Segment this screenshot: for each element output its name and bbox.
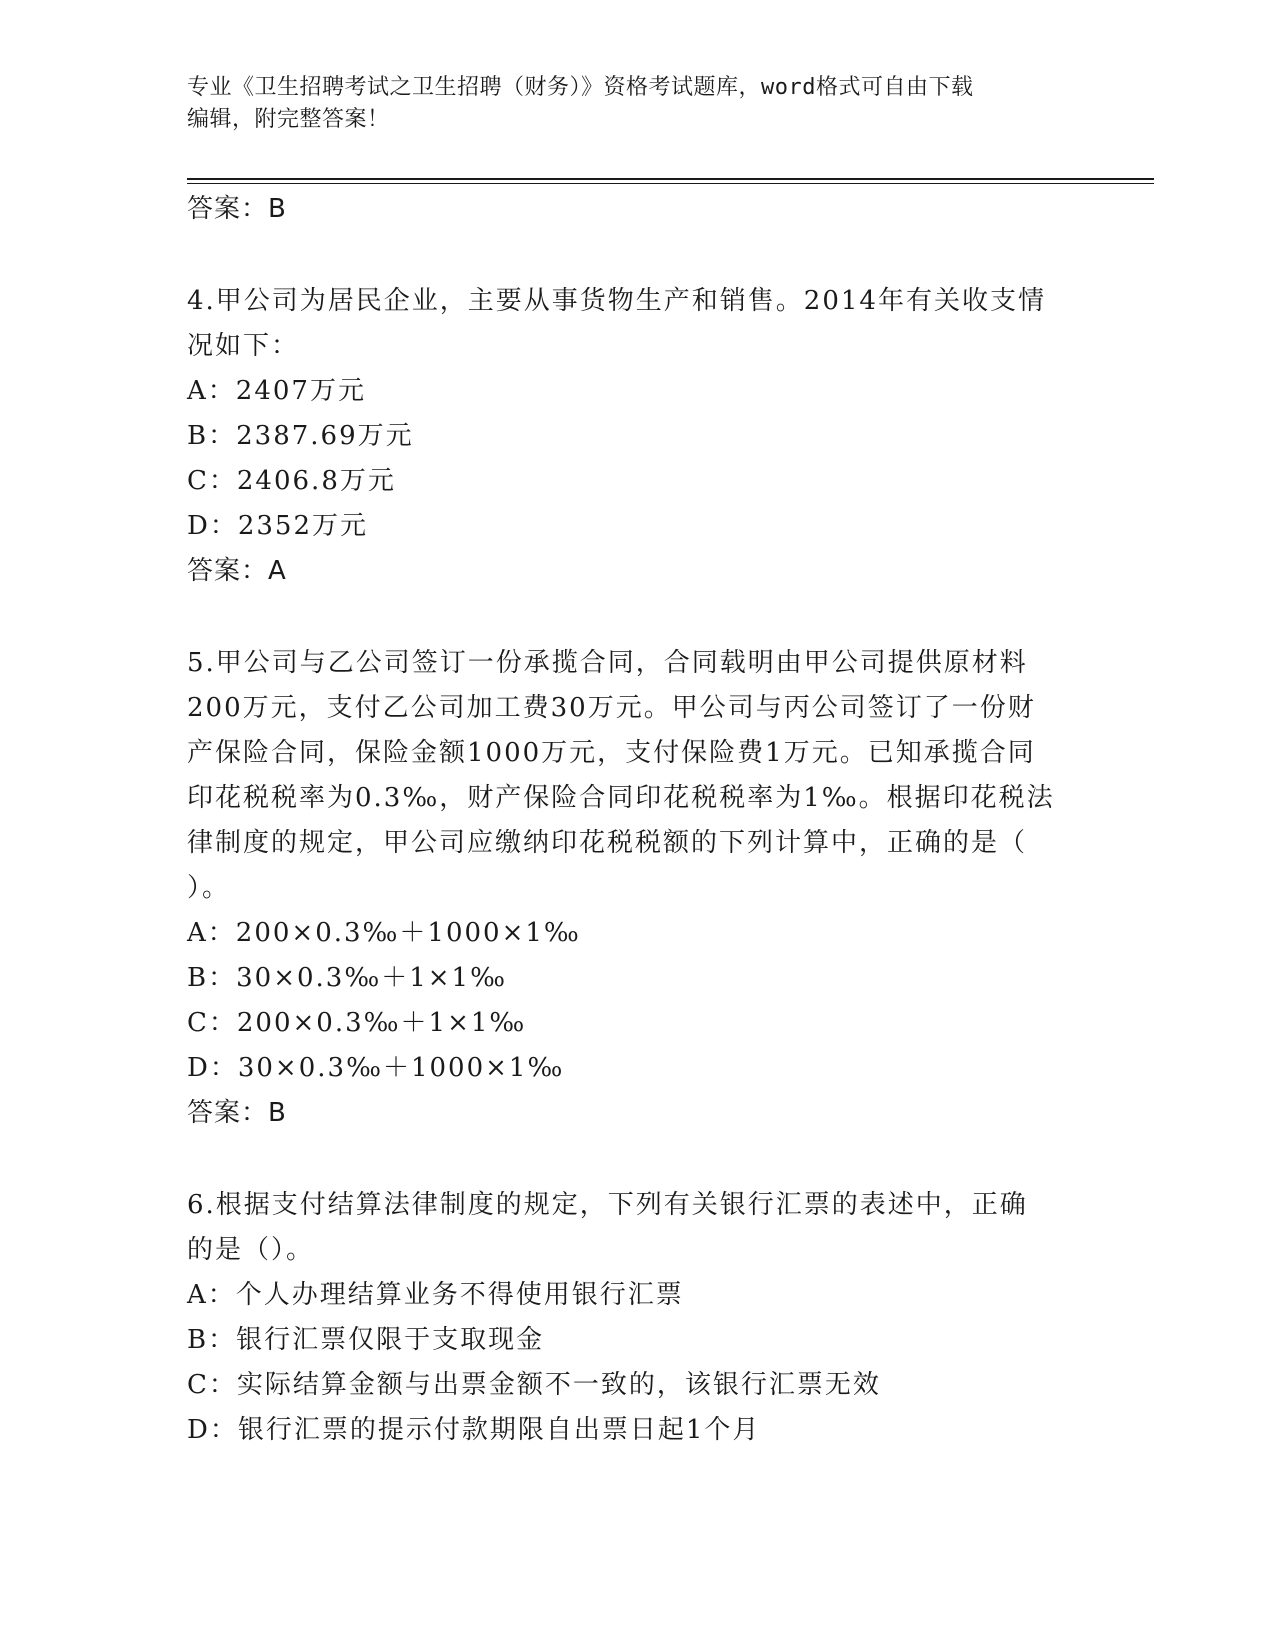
spacer (187, 232, 1087, 279)
question-5 (187, 641, 1087, 1136)
header-line-2: 编辑，附完整答案！ (187, 107, 390, 132)
header-line-1: 专业《卫生招聘考试之卫生招聘（财务）》资格考试题库，word格式可自由下载 (187, 75, 974, 100)
question-list (187, 187, 1087, 1453)
option-d: D：银行汇票的提示付款期限自出票日起1个月 (187, 1415, 761, 1445)
header-divider-thin (187, 183, 1154, 184)
option-c: C：2406.8万元 (187, 466, 396, 496)
option-b: B：2387.69万元 (187, 421, 414, 451)
question-stem-line: 印花税税率为0.3‰，财产保险合同印花税税率为1‰。根据印花税法 (187, 783, 1055, 813)
option-b: B：30×0.3‰＋1×1‰ (187, 963, 507, 993)
question-stem-line: 律制度的规定，甲公司应缴纳印花税税额的下列计算中，正确的是（ (187, 828, 1028, 858)
option-d: D：2352万元 (187, 511, 369, 541)
question-stem-line: 200万元，支付乙公司加工费30万元。甲公司与丙公司签订了一份财 (187, 693, 1036, 723)
spacer (187, 594, 1087, 641)
document-header (187, 72, 1077, 136)
question-stem-line: 产保险合同，保险金额1000万元，支付保险费1万元。已知承揽合同 (187, 738, 1036, 768)
question-6 (187, 1183, 1087, 1453)
option-a: A：2407万元 (187, 376, 366, 406)
option-c: C：200×0.3‰＋1×1‰ (187, 1008, 527, 1038)
question-4 (187, 279, 1087, 594)
option-c: C：实际结算金额与出票金额不一致的，该银行汇票无效 (187, 1370, 881, 1400)
question-stem-line: ）。 (187, 873, 231, 903)
question-stem-line: 5.甲公司与乙公司签订一份承揽合同，合同载明由甲公司提供原材料 (187, 648, 1028, 678)
option-a: A：200×0.3‰＋1000×1‰ (187, 918, 581, 948)
option-b: B：银行汇票仅限于支取现金 (187, 1325, 545, 1355)
question-stem-line: 4.甲公司为居民企业，主要从事货物生产和销售。2014年有关收支情 (187, 286, 1046, 316)
question-stem-line: 的是（）。 (187, 1235, 315, 1265)
previous-answer: 答案：B (187, 194, 287, 224)
question-stem-line: 况如下： (187, 331, 300, 361)
option-d: D：30×0.3‰＋1000×1‰ (187, 1053, 565, 1083)
answer: 答案：B (187, 1098, 287, 1128)
header-divider-thick (187, 178, 1154, 180)
answer: 答案：A (187, 556, 287, 586)
question-stem-line: 6.根据支付结算法律制度的规定，下列有关银行汇票的表述中，正确 (187, 1190, 1028, 1220)
spacer (187, 1136, 1087, 1183)
option-a: A：个人办理结算业务不得使用银行汇票 (187, 1280, 684, 1310)
